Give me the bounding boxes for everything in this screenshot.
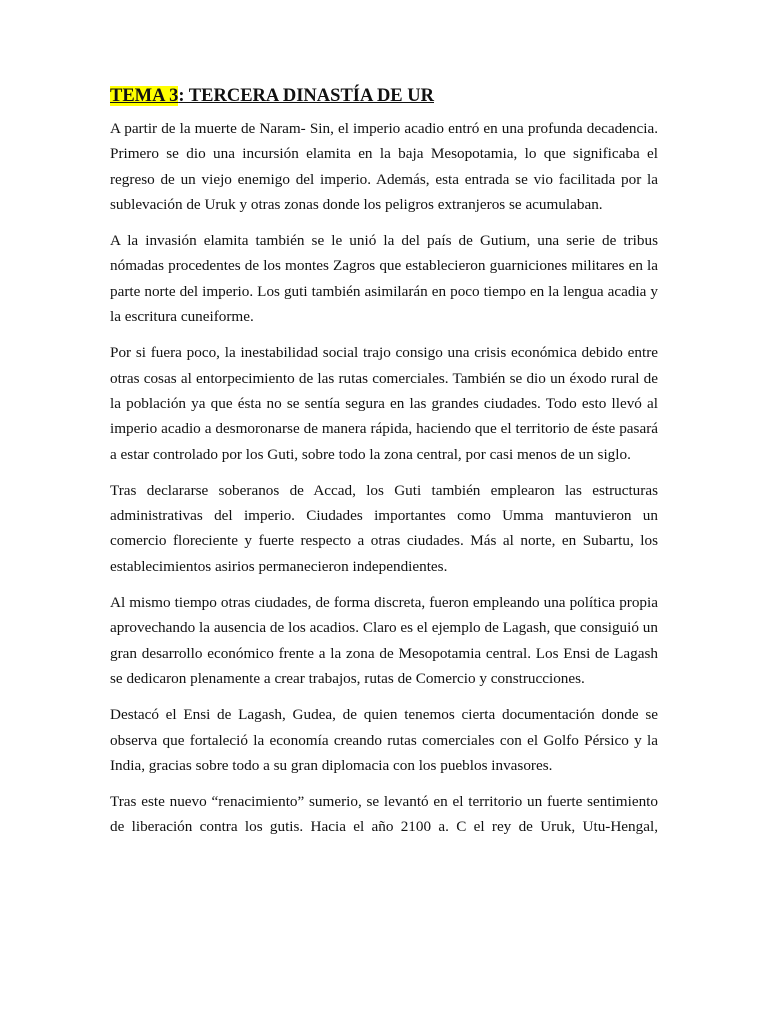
- paragraph: A partir de la muerte de Naram- Sin, el imperio acadio entró en una profunda decadencia. Primero se dio una incursión elamita en la baja Mesopotamia, lo que significaba el regreso de un viejo enemigo del imperio. Además, esta entrada se vio facilitada por la sublevación de Uruk y otras zonas donde los peligros extranjeros se acumulaban.: [110, 120, 658, 213]
- document-page: [110, 84, 658, 851]
- paragraph: Destacó el Ensi de Lagash, Gudea, de quien tenemos cierta documentación donde se observa que fortaleció la economía creando rutas comerciales con el Golfo Pérsico y la India, gracias sobre todo a su gran diplomacia con los pueblos invasores.: [110, 706, 658, 774]
- title-text: : TERCERA DINASTÍA DE UR: [178, 86, 434, 106]
- paragraph: Tras este nuevo “renacimiento” sumerio, se levantó en el territorio un fuerte sentimiento de liberación contra los gutis. Hacia el año 2100 a. C el rey de Uruk, Utu-Hengal,: [110, 793, 658, 836]
- title-highlighted-label: TEMA 3: [110, 86, 179, 106]
- document-title: [110, 84, 658, 108]
- paragraph: Tras declararse soberanos de Accad, los Guti también emplearon las estructuras administrativas del imperio. Ciudades importantes como Umma mantuvieron un comercio floreciente y fuerte respecto a otras ciudades. Más al norte, en Subartu, los establecimientos asirios permanecieron independientes.: [110, 481, 658, 575]
- paragraph: Al mismo tiempo otras ciudades, de forma discreta, fueron empleando una política propia aprovechando la ausencia de los acadios. Claro es el ejemplo de Lagash, que consiguió un gran desarrollo económico frente a la zona de Mesopotamia central. Los Ensi de Lagash se dedicaron plenamente a crear trabajos, rutas de Comercio y construcciones.: [110, 594, 658, 687]
- paragraph: A la invasión elamita también se le unió la del país de Gutium, una serie de tribus nómadas procedentes de los montes Zagros que establecieron guarniciones militares en la parte norte del imperio. Los guti también asimilarán en poco tiempo en la lengua acadia y la escritura cuneiforme.: [110, 232, 658, 326]
- paragraph: Por si fuera poco, la inestabilidad social trajo consigo una crisis económica debido entre otras cosas al entorpecimiento de las rutas comerciales. También se dio un éxodo rural de la población ya que ésta no se sentía segura en las grandes ciudades. Todo esto llevó al imperio acadio a desmoronarse de manera rápida, haciendo que el territorio de éste pasará a estar controlado por los Guti, sobre todo la zona central, por casi menos de un siglo.: [110, 344, 658, 463]
